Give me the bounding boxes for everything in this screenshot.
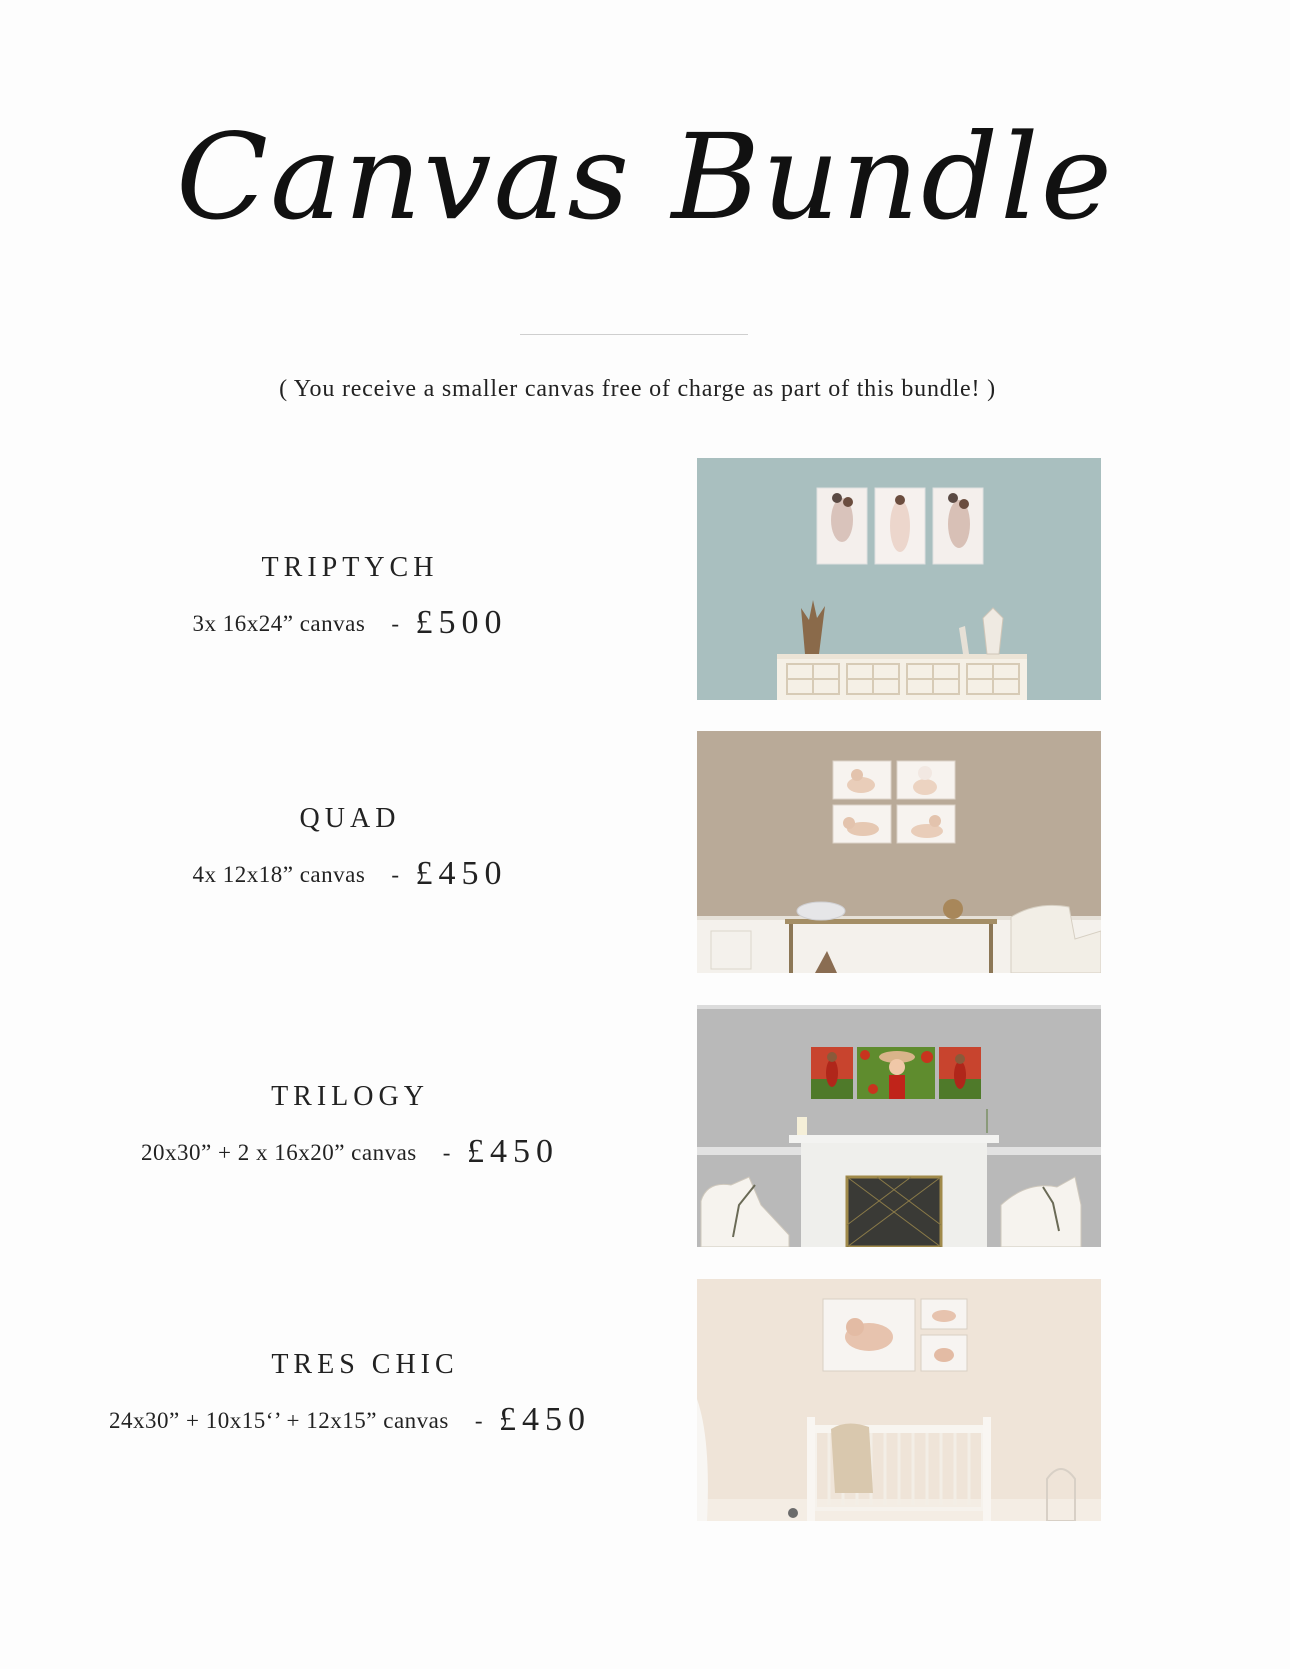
bundle-spec [0,1133,700,1171]
bundle-label [0,1349,700,1439]
bundle-triptych [0,458,1290,700]
bundle-name: TRIPTYCH [261,552,439,583]
bundle-price: £450 [415,855,508,892]
bundle-spec [0,855,700,893]
bundle-spec [0,1401,700,1439]
trilogy-room-photo [697,1005,1101,1247]
triptych-room-photo [697,458,1101,700]
quad-room-photo [697,731,1101,973]
bundle-trilogy [0,1005,1290,1247]
bundle-dash: - [391,862,400,887]
bundle-label [0,803,700,893]
bundle-size: 20x30” + 2 x 16x20” canvas [141,1140,417,1165]
bundle-price: £450 [466,1133,559,1170]
bundle-note: ( You receive a smaller canvas free of charge as part of this bundle! ) [279,376,996,402]
bundle-spec [0,604,700,642]
bundle-dash: - [474,1408,483,1433]
bundle-price: £450 [498,1401,591,1438]
bundle-size: 4x 12x18” canvas [192,862,366,887]
bundle-dash: - [391,611,400,636]
tres-chic-room-photo [697,1279,1101,1521]
bundle-size: 24x30” + 10x15‘’ + 12x15” canvas [109,1408,449,1433]
bundle-tres-chic [0,1279,1290,1521]
bundle-dash: - [442,1140,451,1165]
bundle-name: QUAD [299,803,401,834]
bundle-size: 3x 16x24” canvas [192,611,366,636]
bundle-label [0,1081,700,1171]
bundle-name: TRILOGY [271,1081,429,1112]
bundle-price: £500 [415,604,508,641]
bundle-name: TRES CHIC [271,1349,459,1380]
bundle-quad [0,731,1290,973]
bundle-label [0,552,700,642]
title-divider [520,334,748,335]
page-title: Canvas Bundle [176,108,1114,246]
